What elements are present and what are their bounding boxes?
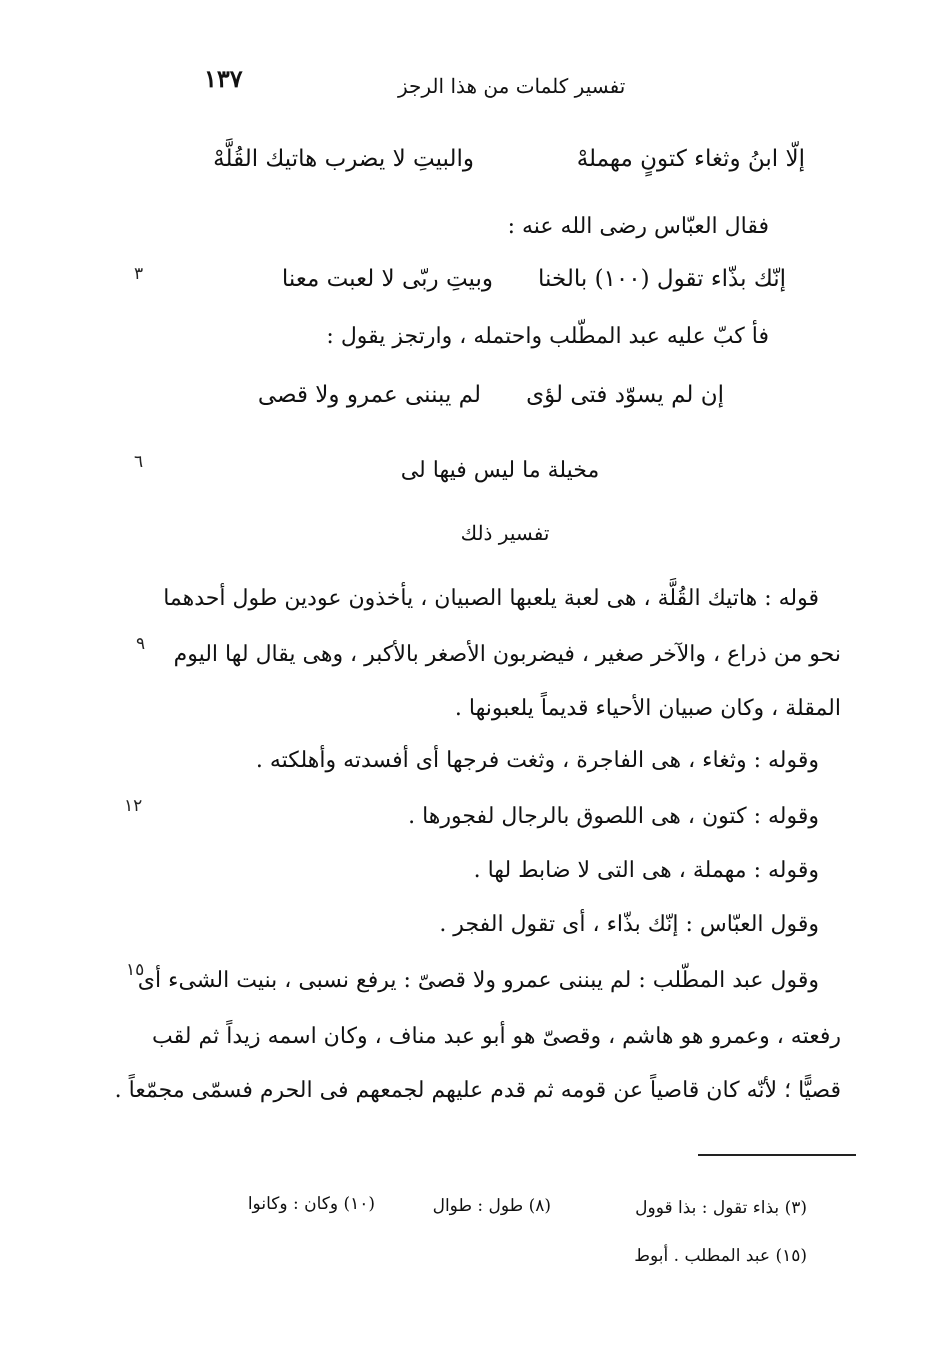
explanation-line-2: نحو من ذراع ، والآخر صغير ، فيضربون الأصغر بالأكبر ، وهى يقال لها اليوم [173, 642, 841, 667]
line-number-9: ٩ [136, 634, 146, 654]
explanation-line-1: قوله : هاتيك القُلَّة ، هى لعبة يلعبها الصبيان ، يأخذون عودين طول أحدهما [163, 586, 819, 611]
verse-3-second-hemistich: إن لم يسوّد فتى لؤى [526, 382, 724, 408]
line-number-3: ٣ [134, 264, 144, 284]
explanation-abd-al-muttalib-2: رفعته ، وعمرو هو هاشم ، وقصىّ هو أبو عبد مناف ، وكان اسمه زيداً ثم لقب [152, 1024, 841, 1049]
verse-3-tail: مخيلة ما ليس فيها لى [400, 458, 600, 483]
explanation-abbas: وقول العبّاس : إنّك بذّاء ، أى تقول الفجر . [439, 912, 819, 937]
explanation-abd-al-muttalib-3: قصيًّا ؛ لأنّه كان قاصياً عن قومه ثم قدم عليهم لجمعهم فى الحرم فسمّى مجمّعاً . [114, 1078, 841, 1103]
footnote-15: (١٥) عبد المطلب . أبوط [634, 1246, 807, 1266]
verse-3-first-hemistich: لم يبننى عمرو ولا قصى [257, 382, 481, 408]
verse-2-second-hemistich: إنّك بذّاء تقول (١٠٠) بالخنا [538, 266, 786, 292]
line-number-6: ٦ [134, 452, 144, 472]
footnote-8: (٨) طول : طوال [432, 1196, 551, 1216]
line-number-12: ١٢ [124, 796, 143, 816]
footnote-rule [698, 1154, 856, 1156]
verse-1-second-hemistich: إلّا ابنُ وثغاء كتونٍ مهملهْ [576, 146, 805, 172]
running-title: تفسير كلمات من هذا الرجز [398, 74, 626, 98]
verse-1-first-hemistich: والبيتِ لا يضرب هاتيك القُلَّهْ [213, 146, 474, 172]
explanation-wathgha: وقوله : وثغاء ، هى الفاجرة ، وثغت فرجها أى أفسدته وأهلكته . [255, 748, 819, 773]
explanation-abd-al-muttalib-1: وقول عبد المطّلب : لم يبننى عمرو ولا قصىّ : يرفع نسبى ، بنيت الشىء أى [137, 968, 819, 993]
section-heading: تفسير ذلك [460, 521, 550, 545]
footnote-10: (١٠) وكان : وكانوا [247, 1194, 375, 1214]
line-number-15: ١٥ [126, 960, 145, 980]
footnote-3: (٣) بذاء تقول : بذا قوول [635, 1198, 807, 1218]
narrative-line: فأ كبّ عليه عبد المطّلب واحتمله ، وارتجز يقول : [326, 324, 769, 349]
page-number: ١٣٧ [204, 64, 243, 93]
explanation-line-3: المقلة ، وكان صبيان الأحياء قديماً يلعبونها . [454, 696, 841, 721]
abbas-intro: فقال العبّاس رضى الله عنه : [507, 214, 769, 239]
explanation-muhmala: وقوله : مهملة ، هى التى لا ضابط لها . [473, 858, 819, 883]
verse-2-first-hemistich: وبيتِ ربّى لا لعبت معنا [281, 266, 493, 292]
explanation-katun: وقوله : كتون ، هى اللصوق بالرجال لفجورها . [408, 804, 819, 829]
